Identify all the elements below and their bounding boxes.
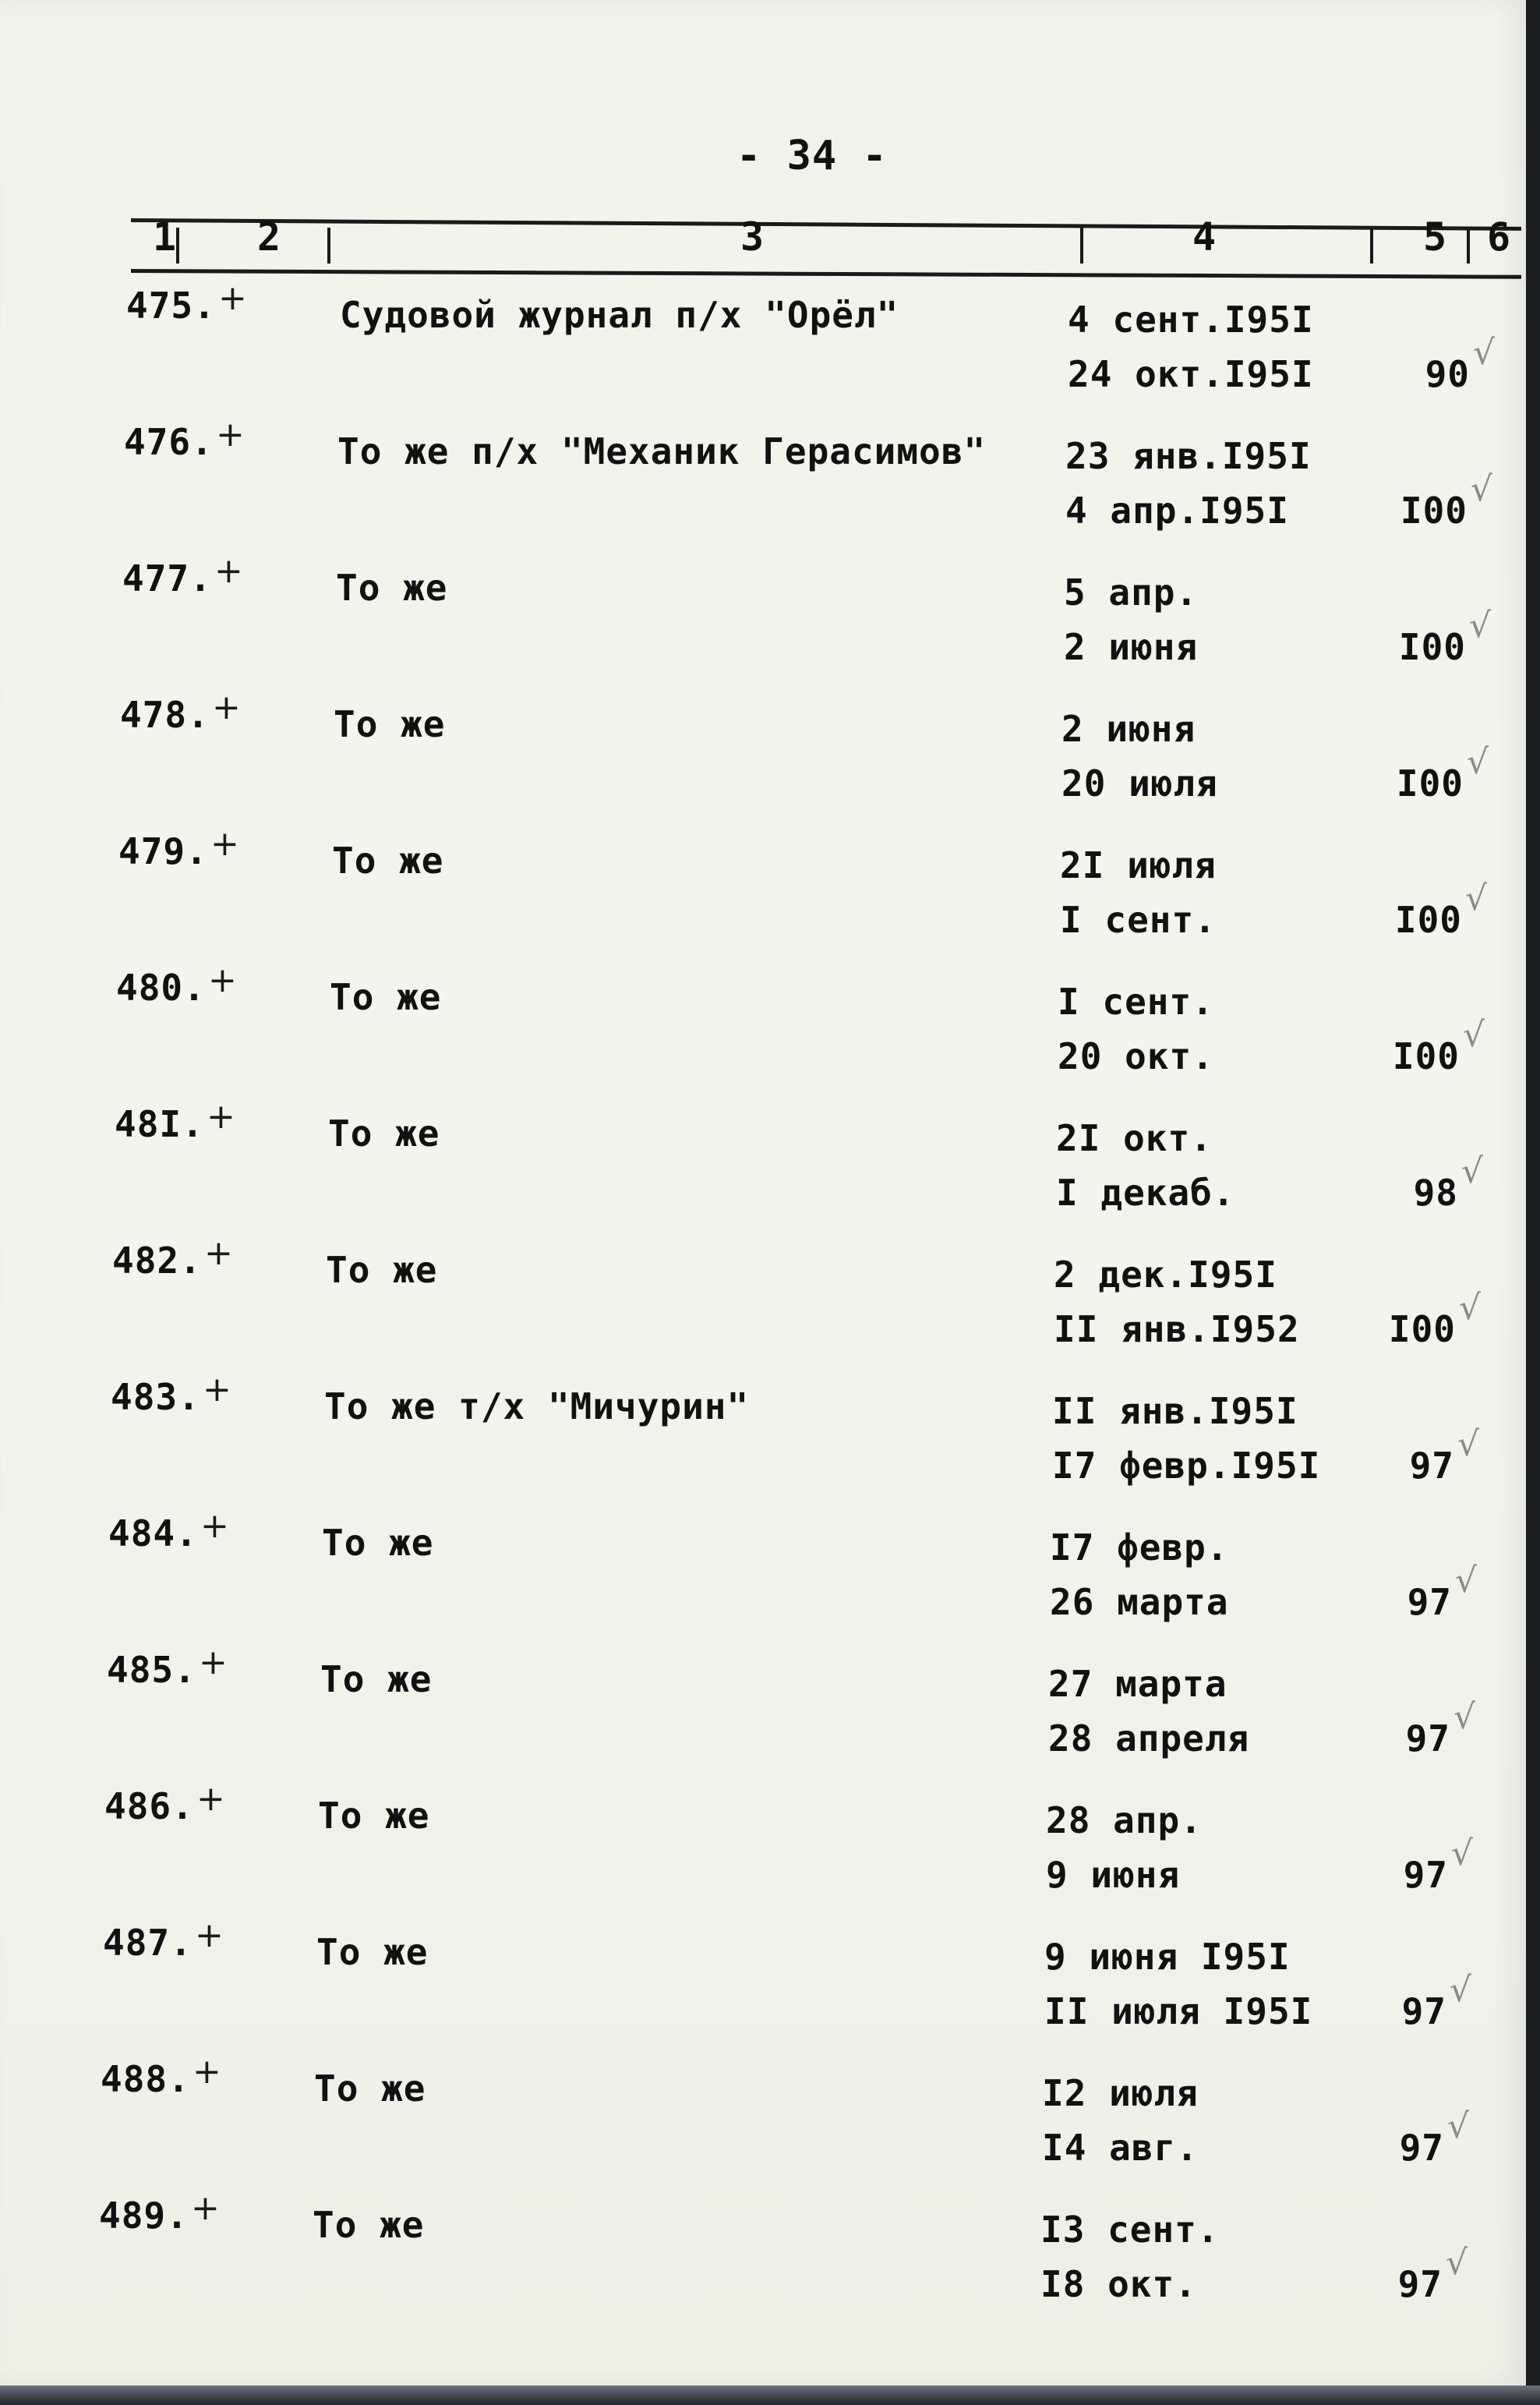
- row-number: 482.: [112, 1240, 202, 1282]
- row-number: 476.: [124, 421, 214, 463]
- date-start: 2 дек.I95I: [1054, 1254, 1277, 1296]
- pencil-check-mark: √: [1467, 742, 1489, 782]
- record-title: То же: [322, 1522, 434, 1564]
- row-number: 488.: [101, 2058, 190, 2100]
- record-title: То же: [336, 567, 448, 609]
- column-header-6: 6: [1487, 214, 1511, 260]
- record-title: То же: [332, 840, 444, 882]
- date-start: 23 янв.I95I: [1065, 435, 1312, 477]
- pencil-cross-mark: +: [214, 551, 243, 591]
- date-start: 2I июля: [1060, 844, 1217, 886]
- pencil-check-mark: √: [1459, 1288, 1482, 1328]
- sheet-count: 98: [1413, 1172, 1458, 1214]
- record-title: Судовой журнал п/х "Орёл": [340, 294, 899, 336]
- date-start: 2 июня: [1061, 708, 1196, 750]
- column-header-1: 1: [153, 214, 177, 260]
- pencil-cross-mark: +: [195, 1915, 224, 1955]
- pencil-check-mark: √: [1447, 2106, 1470, 2146]
- sheet-count: I00: [1394, 899, 1462, 941]
- date-end: 2 июня: [1064, 626, 1199, 668]
- date-end: I декаб.: [1056, 1172, 1235, 1214]
- date-start: 28 апр.: [1046, 1799, 1203, 1841]
- pencil-check-mark: √: [1453, 1697, 1476, 1737]
- pencil-cross-mark: +: [212, 688, 241, 727]
- date-end: 24 окт.I95I: [1068, 353, 1314, 395]
- date-end: II янв.I952: [1054, 1308, 1300, 1350]
- date-end: 26 марта: [1050, 1581, 1229, 1623]
- pencil-check-mark: √: [1457, 1424, 1480, 1464]
- pencil-cross-mark: +: [192, 2052, 221, 2092]
- pencil-check-mark: √: [1469, 606, 1492, 645]
- date-end: I8 окт.: [1040, 2263, 1197, 2305]
- row-number: 477.: [122, 557, 212, 599]
- date-start: 4 сент.I95I: [1068, 299, 1314, 341]
- date-end: I7 февр.I95I: [1052, 1445, 1321, 1487]
- date-start: I3 сент.: [1040, 2209, 1220, 2251]
- pencil-check-mark: √: [1473, 333, 1496, 373]
- record-title: То же т/х "Мичурин": [324, 1385, 750, 1427]
- row-number: 478.: [120, 694, 210, 736]
- pencil-check-mark: √: [1446, 2243, 1468, 2283]
- record-title: То же: [328, 1112, 440, 1155]
- sheet-count: 97: [1401, 1990, 1446, 2032]
- pencil-cross-mark: +: [208, 960, 237, 1000]
- date-start: I2 июля: [1042, 2072, 1199, 2114]
- column-header-5: 5: [1423, 214, 1447, 260]
- sheet-count: I00: [1400, 490, 1468, 532]
- sheet-count: I00: [1388, 1308, 1456, 1350]
- record-title: То же: [330, 976, 442, 1018]
- date-end: II июля I95I: [1044, 1990, 1313, 2032]
- record-title: То же: [314, 2067, 426, 2110]
- date-start: 2I окт.: [1056, 1117, 1213, 1159]
- pencil-cross-mark: +: [207, 1097, 235, 1137]
- sheet-count: I00: [1398, 626, 1466, 668]
- sheet-count: 97: [1397, 2263, 1443, 2305]
- header-top-rule: [131, 218, 1521, 231]
- sheet-count: I00: [1396, 762, 1464, 805]
- date-end: 20 июля: [1061, 762, 1218, 805]
- row-number: 483.: [111, 1376, 200, 1418]
- record-title: То же п/х "Механик Герасимов": [337, 430, 987, 472]
- sheet-count: 97: [1407, 1581, 1452, 1623]
- date-end: I4 авг.: [1042, 2127, 1199, 2169]
- row-number: 486.: [104, 1785, 194, 1827]
- scanner-edge: [0, 2386, 1540, 2405]
- record-title: То же: [326, 1249, 438, 1291]
- sheet-count: 97: [1409, 1445, 1454, 1487]
- pencil-cross-mark: +: [191, 2188, 220, 2228]
- date-start: 9 июня I95I: [1044, 1936, 1291, 1978]
- date-start: II янв.I95I: [1052, 1390, 1298, 1432]
- row-number: 475.: [126, 285, 216, 327]
- page-number: - 34 -: [736, 133, 888, 179]
- date-end: 20 окт.: [1058, 1035, 1214, 1077]
- row-number: 484.: [108, 1512, 198, 1554]
- pencil-check-mark: √: [1455, 1561, 1478, 1600]
- date-end: 28 апреля: [1048, 1717, 1250, 1760]
- column-separator: [1080, 228, 1083, 263]
- pencil-cross-mark: +: [216, 415, 245, 454]
- pencil-cross-mark: +: [204, 1233, 233, 1273]
- pencil-cross-mark: +: [196, 1779, 225, 1819]
- record-title: То же: [318, 1795, 430, 1837]
- date-end: 9 июня: [1046, 1854, 1181, 1896]
- header-bottom-rule: [131, 269, 1521, 279]
- record-title: То же: [320, 1658, 433, 1700]
- column-header-3: 3: [740, 214, 765, 260]
- row-number: 479.: [118, 830, 208, 872]
- date-start: 27 марта: [1048, 1663, 1227, 1705]
- record-title: То же: [334, 703, 446, 745]
- record-title: То же: [316, 1931, 429, 1973]
- date-start: 5 апр.: [1064, 571, 1199, 614]
- date-end: I сент.: [1060, 899, 1217, 941]
- sheet-count: 97: [1405, 1717, 1450, 1760]
- column-separator: [1467, 228, 1470, 263]
- row-number: 480.: [116, 967, 206, 1009]
- pencil-cross-mark: +: [200, 1506, 229, 1546]
- column-separator: [327, 228, 330, 263]
- date-start: I7 февр.: [1050, 1526, 1229, 1569]
- pencil-cross-mark: +: [210, 824, 239, 864]
- pencil-check-mark: √: [1465, 879, 1488, 918]
- date-end: 4 апр.I95I: [1065, 490, 1289, 532]
- sheet-count: 90: [1425, 353, 1470, 395]
- pencil-check-mark: √: [1461, 1151, 1484, 1191]
- sheet-count: I00: [1392, 1035, 1460, 1077]
- pencil-cross-mark: +: [203, 1370, 231, 1409]
- column-header-2: 2: [257, 214, 281, 260]
- pencil-check-mark: √: [1471, 469, 1493, 509]
- pencil-check-mark: √: [1450, 1970, 1472, 2010]
- sheet-count: 97: [1403, 1854, 1448, 1896]
- sheet-count: 97: [1399, 2127, 1444, 2169]
- pencil-check-mark: √: [1451, 1834, 1474, 1873]
- column-header-4: 4: [1192, 214, 1217, 260]
- row-number: 48I.: [115, 1103, 204, 1145]
- column-separator: [1370, 228, 1373, 263]
- pencil-check-mark: √: [1463, 1015, 1485, 1055]
- row-number: 487.: [103, 1922, 192, 1964]
- row-number: 485.: [107, 1649, 196, 1691]
- record-title: То же: [313, 2204, 425, 2246]
- column-separator: [176, 228, 179, 263]
- pencil-cross-mark: +: [218, 278, 247, 318]
- pencil-cross-mark: +: [199, 1643, 228, 1682]
- row-number: 489.: [99, 2195, 189, 2237]
- date-start: I сент.: [1058, 981, 1214, 1023]
